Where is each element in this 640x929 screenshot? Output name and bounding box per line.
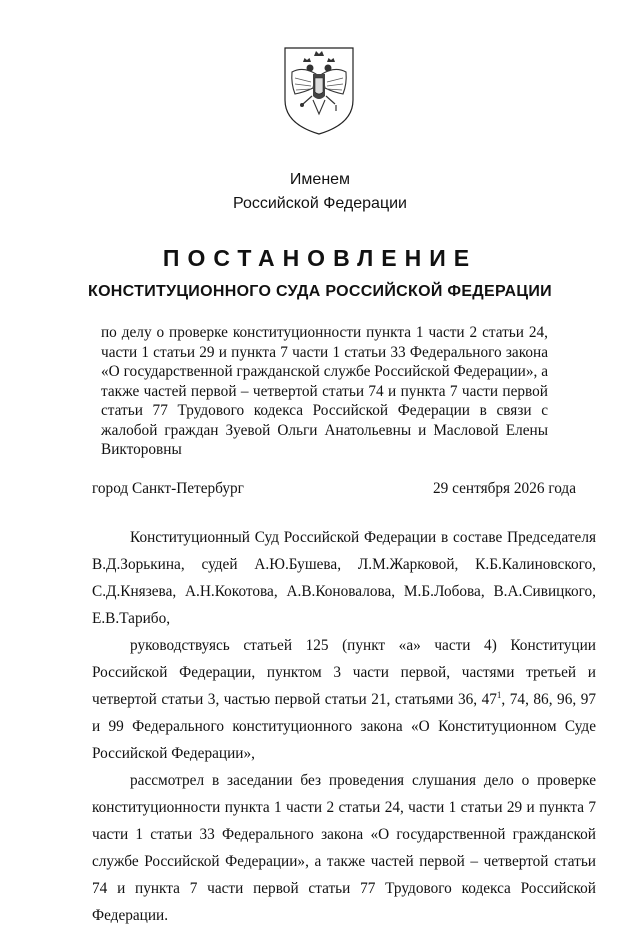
legal-basis-text-continued: , 74, 86, 96, 97 и 99 Федерального конституционного закона «О Конституционном Суде Российской Федерации», xyxy=(92,691,596,762)
court-name: КОНСТИТУЦИОННОГО СУДА РОССИЙСКОЙ ФЕДЕРАЦИИ xyxy=(88,283,552,300)
paragraph-court-composition: Конституционный Суд Российской Федерации в составе Председателя В.Д.Зорькина, судей А.Ю.Бушева, Л.М.Жарковой, К.Б.Калиновского, С.Д.Князева, А.Н.Кокотова, А.В.Коновалова, М.Б.Лобова, В.А.Сивицкого, Е.В.Тарибо, xyxy=(92,529,596,627)
document-body xyxy=(92,524,596,929)
paragraph-case-considered: рассмотрел в заседании без проведения слушания дело о проверке конституционности пункта 1 части 2 статьи 24, части 1 статьи 29 и пункта 7 части 1 статьи 33 Федерального закона «О государственной гражданской службе Российской Федерации», а также частей первой – четвертой статьи 74 и пункта 7 части первой статьи 77 Трудового кодекса Российской Федерации. xyxy=(92,772,596,924)
russian-coat-of-arms-icon xyxy=(279,44,359,136)
case-subject: по делу о проверке конституционности пункта 1 части 2 статьи 24, части 1 статьи 29 и пункта 7 части 1 статьи 33 Федерального закона «О государственной гражданской службе Российской Федерации», а также частей первой – четвертой статьи 74 и пункта 7 части первой статьи 77 Трудового кодекса Российской Федерации в связи с жалобой граждан Зуевой Ольги Анатольевны и Масловой Елены Викторовны xyxy=(101,324,548,458)
legal-basis-text: руководствуясь статьей 125 (пункт «а» части 4) Конституции Российской Федерации, пунктом 3 части первой, частями третьей и четвертой статьи 3, частью первой статьи 21, статьями 36, 47 xyxy=(92,637,596,708)
paragraph-legal-basis xyxy=(92,632,596,767)
header-name-line: Именем xyxy=(289,171,351,188)
place-date-line xyxy=(92,479,576,499)
header-country-line: Российской Федерации xyxy=(233,195,407,212)
date: 29 сентября 2026 года xyxy=(433,480,576,497)
document-title: ПОСТАНОВЛЕНИЕ xyxy=(162,245,478,271)
place: город Санкт-Петербург xyxy=(92,480,244,497)
superscript: 1 xyxy=(496,689,502,700)
